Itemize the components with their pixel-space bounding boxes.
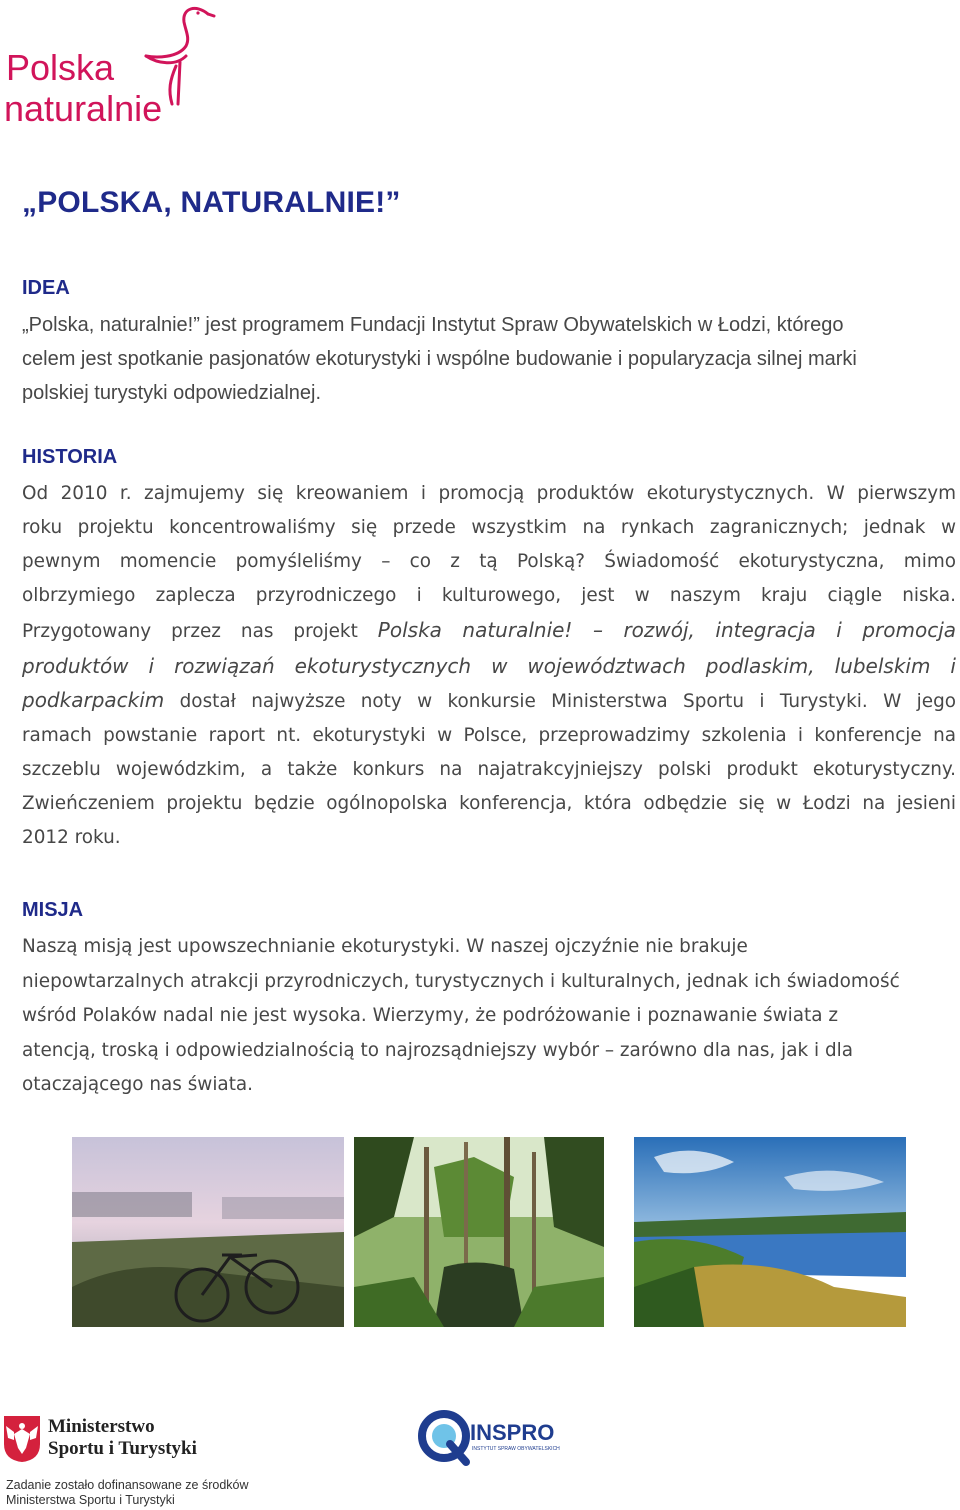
photo-bicycle-meadow <box>72 1137 344 1327</box>
historia-line: olbrzymiego zaplecza przyrodniczego i kulturowego, jest w naszym kraju ciągle niska. <box>22 585 956 606</box>
stork-icon <box>0 0 240 130</box>
misja-line: atencją, troską i odpowiedzialnością to najrozsądniejszy wybór – zarówno dla nas, jak i dla <box>22 1039 853 1061</box>
inspro-logo <box>412 1410 572 1466</box>
svg-text:INSTYTUT SPRAW OBYWATELSKICH: INSTYTUT SPRAW OBYWATELSKICH <box>472 1446 560 1452</box>
historia-line: ramach powstanie raport nt. ekoturystyki w Polsce, przeprowadzimy szkolenia i konferencje na <box>22 725 956 746</box>
polish-eagle-emblem-icon <box>2 1414 42 1464</box>
project-title-italic: Polska naturalnie! – rozwój, integracja i promocja <box>377 618 957 642</box>
ministry-name: Ministerstwo <box>48 1416 155 1437</box>
misja-paragraph <box>22 930 960 1103</box>
historia-heading: HISTORIA <box>22 446 118 468</box>
misja-line: niepowtarzalnych atrakcji przyrodniczych, turystycznych i kulturalnych, jednak ich świadomość <box>22 970 900 992</box>
historia-text: Przygotowany przez nas projekt <box>22 621 378 642</box>
historia-line: roku projektu koncentrowaliśmy się przede wszystkim na rynkach zagranicznych; jednak w <box>22 517 956 538</box>
polska-naturalnie-logo <box>0 0 240 130</box>
historia-line: szczeblu wojewódzkim, a także konkurs na najatrakcyjniejszy polski produkt ekoturystyczny. <box>22 759 956 780</box>
misja-line: otaczającego nas świata. <box>22 1074 254 1095</box>
historia-line: Zwieńczeniem projektu będzie ogólnopolska konferencja, która odbędzie się w Łodzi na jesieni <box>22 793 956 814</box>
historia-line <box>22 613 956 649</box>
idea-paragraph <box>22 308 960 410</box>
historia-line <box>22 683 956 719</box>
photo-lake-landscape <box>634 1137 906 1327</box>
historia-paragraph <box>22 477 956 855</box>
page-title: „POLSKA, NATURALNIE!” <box>22 186 401 219</box>
funding-note-line: Ministerstwa Sportu i Turystyki <box>6 1493 175 1507</box>
misja-heading: MISJA <box>22 899 84 921</box>
misja-line: wśród Polaków nadal nie jest wysoka. Wierzymy, że podróżowanie i poznawanie świata z <box>22 1005 839 1026</box>
funding-note-line: Zadanie zostało dofinansowane ze środków <box>6 1478 249 1492</box>
historia-line: 2012 roku. <box>22 827 121 848</box>
photo-forest-stream <box>354 1137 604 1327</box>
project-title-italic: produktów i rozwiązań ekoturystycznych w województwach podlaskim, lubelskim i <box>22 654 956 678</box>
ministry-name: Sportu i Turystyki <box>48 1438 197 1459</box>
historia-text: dostał najwyższe noty w konkursie Ministerstwa Sportu i Turystyki. W jego <box>164 691 956 712</box>
svg-text:INSPRO: INSPRO <box>470 1420 555 1445</box>
idea-line: „Polska, naturalnie!” jest programem Fundacji Instytut Spraw Obywatelskich w Łodzi, którego <box>22 314 844 336</box>
idea-heading: IDEA <box>22 277 70 299</box>
svg-text:naturalnie: naturalnie <box>4 88 163 129</box>
idea-line: celem jest spotkanie pasjonatów ekoturystyki i wspólne budowanie i popularyzacja silnej marki <box>22 348 857 370</box>
historia-line: Od 2010 r. zajmujemy się kreowaniem i promocją produktów ekoturystycznych. W pierwszym <box>22 483 956 504</box>
project-title-italic: podkarpackim <box>22 688 165 712</box>
historia-line: pewnym momencie pomyśleliśmy – co z tą Polską? Świadomość ekoturystyczna, mimo <box>22 551 956 572</box>
misja-line: Naszą misją jest upowszechnianie ekoturystyki. W naszej ojczyźnie nie brakuje <box>22 936 748 957</box>
svg-text:Polska: Polska <box>6 47 115 88</box>
funding-note <box>6 1478 249 1508</box>
idea-line: polskiej turystyki odpowiedzialnej. <box>22 382 322 404</box>
